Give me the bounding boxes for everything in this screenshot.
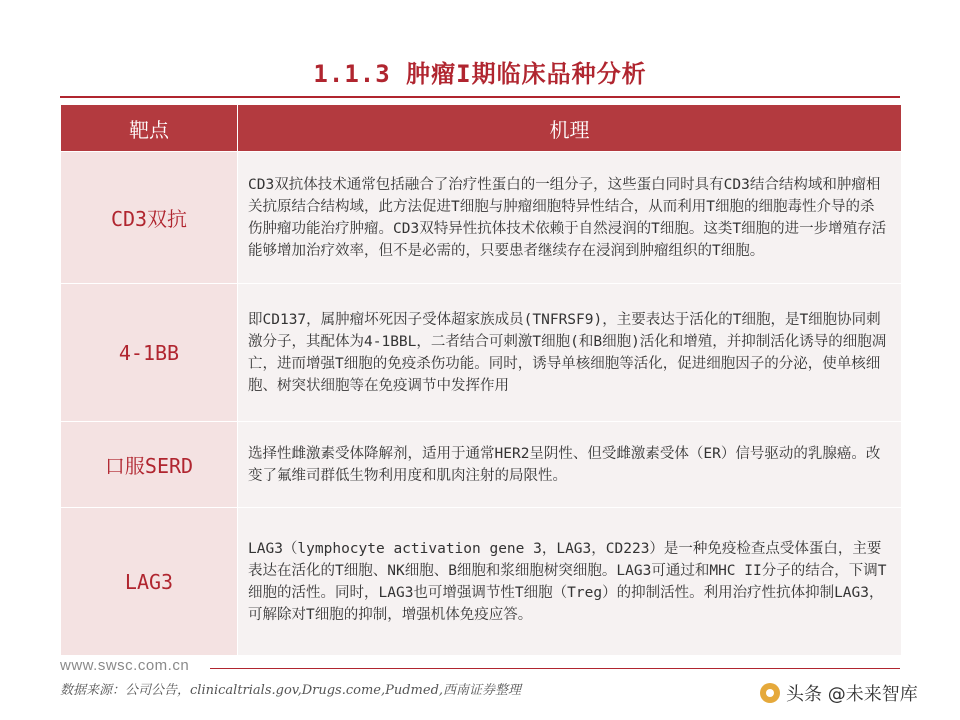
table-row <box>61 422 902 508</box>
table-header-row <box>61 105 902 152</box>
header-target: 靶点 <box>61 105 238 152</box>
mechanism-cell: LAG3（lymphocyte activation gene 3，LAG3，CD223）是一种免疫检查点受体蛋白，主要表达在活化的T细胞、NK细胞、B细胞和浆细胞树突细胞。LAG3可通过和MHC II分子的结合，下调T细胞的活性。同时，LAG3也可增强调节性T细胞（Treg）的抑制活性。利用治疗性抗体抑制LAG3，可解除对T细胞的抑制，增强机体免疫应答。 <box>238 508 902 656</box>
table-row <box>61 508 902 656</box>
watermark-text: 头条 @未来智库 <box>786 684 918 705</box>
table-row <box>61 152 902 284</box>
table-row <box>61 284 902 422</box>
mechanism-table <box>60 104 902 656</box>
header-mechanism: 机理 <box>238 105 902 152</box>
mechanism-cell: 即CD137，属肿瘤坏死因子受体超家族成员(TNFRSF9)，主要表达于活化的T细胞，是T细胞协同刺激分子，其配体为4-1BBL，二者结合可刺激T细胞(和B细胞)活化和增殖，并抑制活化诱导的细胞凋亡，进而增强T细胞的免疫杀伤功能。同时，诱导单核细胞等活化，促进细胞因子的分泌，使单核细胞、树突状细胞等在免疫调节中发挥作用 <box>238 284 902 422</box>
mechanism-cell: CD3双抗体技术通常包括融合了治疗性蛋白的一组分子，这些蛋白同时具有CD3结合结构域和肿瘤相关抗原结合结构域，此方法促进T细胞与肿瘤细胞特异性结合，从而利用T细胞的细胞毒性介导的杀伤肿瘤功能治疗肿瘤。CD3双特异性抗体技术依赖于自然浸润的T细胞。这类T细胞的进一步增殖存活能够增加治疗效率，但不是必需的，只要患者继续存在浸润到肿瘤组织的T细胞。 <box>238 152 902 284</box>
target-cell: 口服SERD <box>61 422 238 508</box>
target-cell: CD3双抗 <box>61 152 238 284</box>
mechanism-cell: 选择性雌激素受体降解剂，适用于通常HER2呈阴性、但受雌激素受体（ER）信号驱动的乳腺癌。改变了氟维司群低生物利用度和肌肉注射的局限性。 <box>238 422 902 508</box>
target-cell: 4-1BB <box>61 284 238 422</box>
site-url: www.swsc.com.cn <box>60 657 190 674</box>
target-cell: LAG3 <box>61 508 238 656</box>
data-source-note: 数据来源：公司公告，clinicaltrials.gov,Drugs.come,Pudmed,西南证券整理 <box>60 683 522 698</box>
title-divider <box>60 96 900 98</box>
footer-divider <box>210 668 900 669</box>
brand-logo-icon <box>760 683 780 703</box>
page-title: 1.1.3 肿瘤I期临床品种分析 <box>313 60 647 88</box>
watermark <box>760 680 918 706</box>
